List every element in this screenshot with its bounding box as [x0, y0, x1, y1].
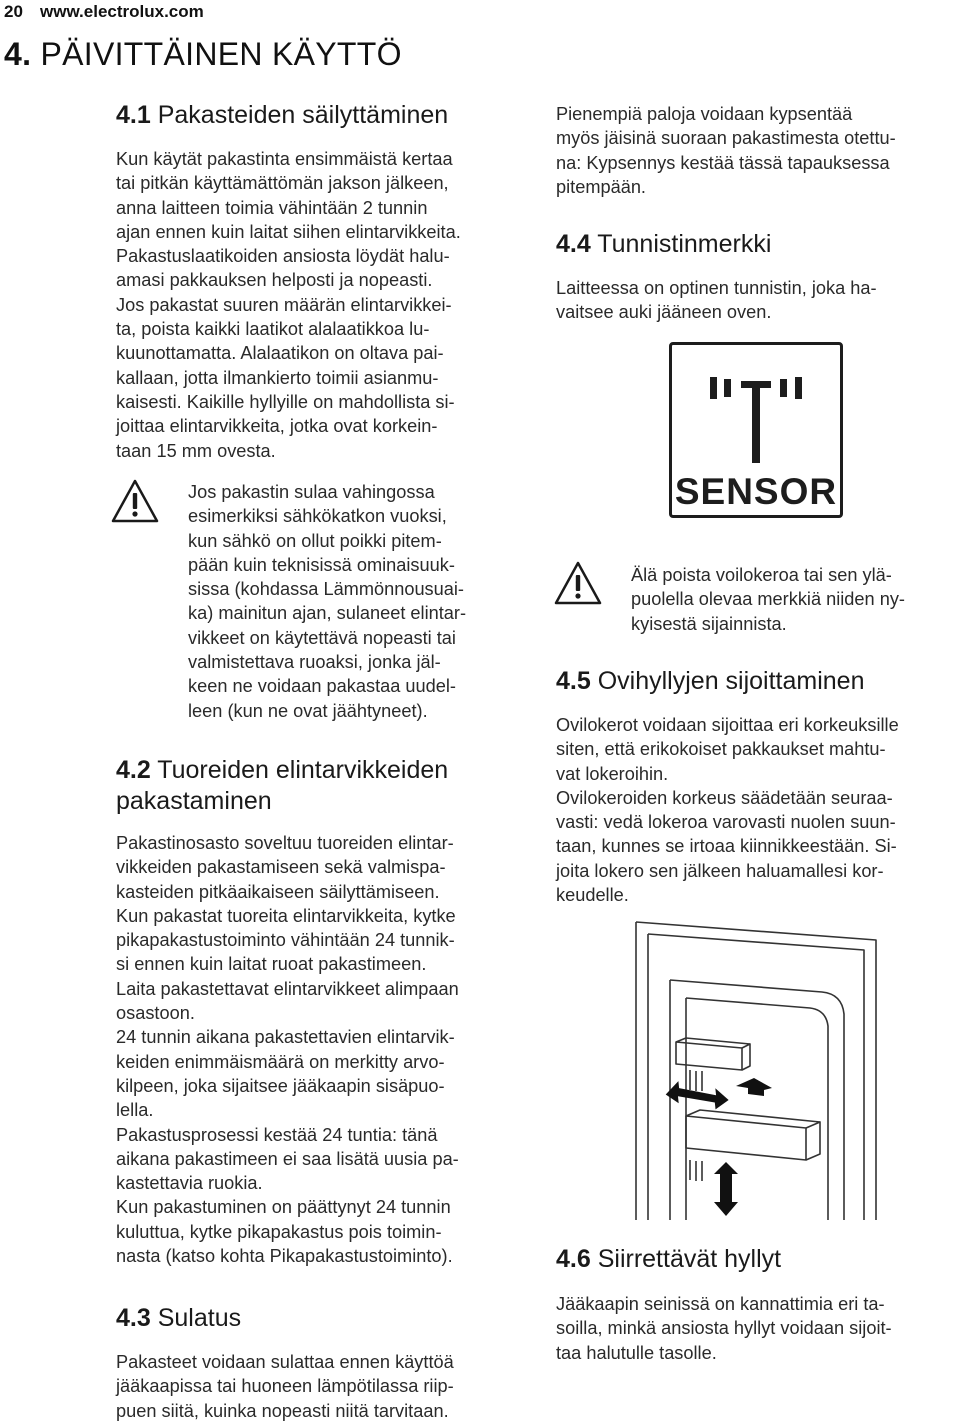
intro-text: Pienempiä paloja voidaan kypsentää myös jäisinä suoraan pakastimesta otettu- na: Kypsennys kestää tässä tapauksessa pitempään. — [556, 104, 896, 197]
section-4-4-heading — [556, 229, 771, 260]
section-4-4-warning: Älä poista voilokeroa tai sen ylä- puolella olevaa merkkiä niiden ny- kyisestä sijainnista. — [631, 565, 905, 634]
section-4-3-heading — [116, 1303, 241, 1334]
section-4-1-warning: Jos pakastin sulaa vahingossa esimerkiksi sähkökatkon vuoksi, kun sähkö on ollut poikki pitem- pään kuin teknisissä ominaisuuk- sissa (kohdassa Lämmönnousuai- ka) mainitun ajan, sulaneet elintar- vikkeet on käytettävä nopeasti tai valmistettava ruoaksi, jonka jäl- keen ne voidaan pakastaa uudel- leen (kun ne ovat jäähtyneet). — [188, 482, 467, 721]
sensor-label: SENSOR — [674, 471, 838, 512]
section-title: Sulatus — [157, 1304, 242, 1332]
section-number: 4.6 — [556, 1245, 591, 1273]
section-number: 4.5 — [556, 667, 591, 695]
sensor-mark-icon — [669, 342, 843, 518]
section-4-6-heading — [556, 1244, 781, 1275]
section-4-5-body: Ovilokerot voidaan sijoittaa eri korkeuksille siten, että erikokoiset pakkaukset mahtu- vat lokeroihin. Ovilokeroiden korkeus säädetään seuraa- vasti: vedä lokeroa varovasti nuolen suun- taan, kunnes se irtoaa kiinnikkeestään. Si- joita lokero sen jälkeen haluamallesi kor- keudelle. — [556, 715, 899, 906]
section-4-4-body: Laitteessa on optinen tunnistin, joka ha- vaitsee auki jääneen oven. — [556, 278, 877, 323]
chapter-title — [4, 36, 402, 73]
header-url: www.electrolux.com — [40, 2, 204, 21]
warning-triangle-icon — [110, 478, 160, 524]
page-number: 20 — [4, 2, 23, 21]
door-shelf-illustration — [630, 920, 886, 1220]
section-number: 4.1 — [116, 101, 151, 129]
section-title: Pakasteiden säilyttäminen — [157, 101, 449, 129]
section-4-5-heading — [556, 666, 865, 697]
chapter-number: 4. — [4, 36, 32, 72]
section-title: Ovihyllyjen sijoittaminen — [597, 667, 865, 695]
section-4-1-heading — [116, 100, 448, 131]
section-title-line1: Tuoreiden elintarvikkeiden — [157, 756, 449, 784]
section-4-1-body: Kun käytät pakastinta ensimmäistä kertaa tai pitkän käyttämättömän jakson jälkeen, anna laitteen toimia vähintään 2 tunnin ajan ennen kuin laitat siihen elintarvikkeita. Pakastuslaatikoiden ansiosta löydät halu- amasi pakkauksen helposti ja nopeasti. Jos pakastat suuren määrän elintarvikkei- ta, poista kaikki laatikot alalaatikkoa lu- kuunottamatta. Alalaatikon on oltava pai- kallaan, jotta ilmankierto toimii asianmu- kaisesti. Kaikille hyllyille on mahdollista si- joittaa elintarvikkeita, jotka ovat korkein- taan 15 mm ovesta. — [116, 149, 461, 461]
section-number: 4.4 — [556, 230, 591, 258]
section-4-2-body: Pakastinosasto soveltuu tuoreiden elintar- vikkeiden pakastamiseen sekä valmispa- kasteiden pitkäaikaiseen säilyttämiseen. Kun pakastat tuoreita elintarvikkeita, kytke pikapakastustoiminto vähintään 24 tunnik- si ennen kuin laitat ruoat pakastimeen. Laita pakastettavat elintarvikkeet alimpaan osastoon. 24 tunnin aikana pakastettavien elintarvik- keiden enimmäismäärä on merkitty arvo- kilpeen, joka sijaitsee jääkaapin sisäpuo- lella. Pakastusprosessi kestää 24 tuntia: tänä aikana pakastimeen ei saa lisätä uusia pa- kastettavia ruokia. Kun pakastuminen on päättynyt 24 tunnin kuluttua, kytke pikapakastus pois toimin- nasta (katso kohta Pikapakastustoiminto). — [116, 833, 459, 1267]
section-number: 4.3 — [116, 1304, 151, 1332]
section-number: 4.2 — [116, 756, 151, 784]
section-title: Siirrettävät hyllyt — [597, 1245, 782, 1273]
section-title: Tunnistinmerkki — [597, 230, 772, 258]
section-title-line2: pakastaminen — [116, 787, 272, 815]
section-4-3-body: Pakasteet voidaan sulattaa ennen käyttöä jääkaapissa tai huoneen lämpötilassa riip- puen siitä, kuinka nopeasti niitä tarvitaan. — [116, 1352, 454, 1421]
section-4-6-body: Jääkaapin seinissä on kannattimia eri ta- soilla, minkä ansiosta hyllyt voidaan sijoit- taa halutulle tasolle. — [556, 1294, 892, 1363]
section-4-2-heading — [116, 755, 448, 817]
warning-triangle-icon — [553, 560, 603, 606]
chapter-title-text: PÄIVITTÄINEN KÄYTTÖ — [40, 36, 402, 72]
